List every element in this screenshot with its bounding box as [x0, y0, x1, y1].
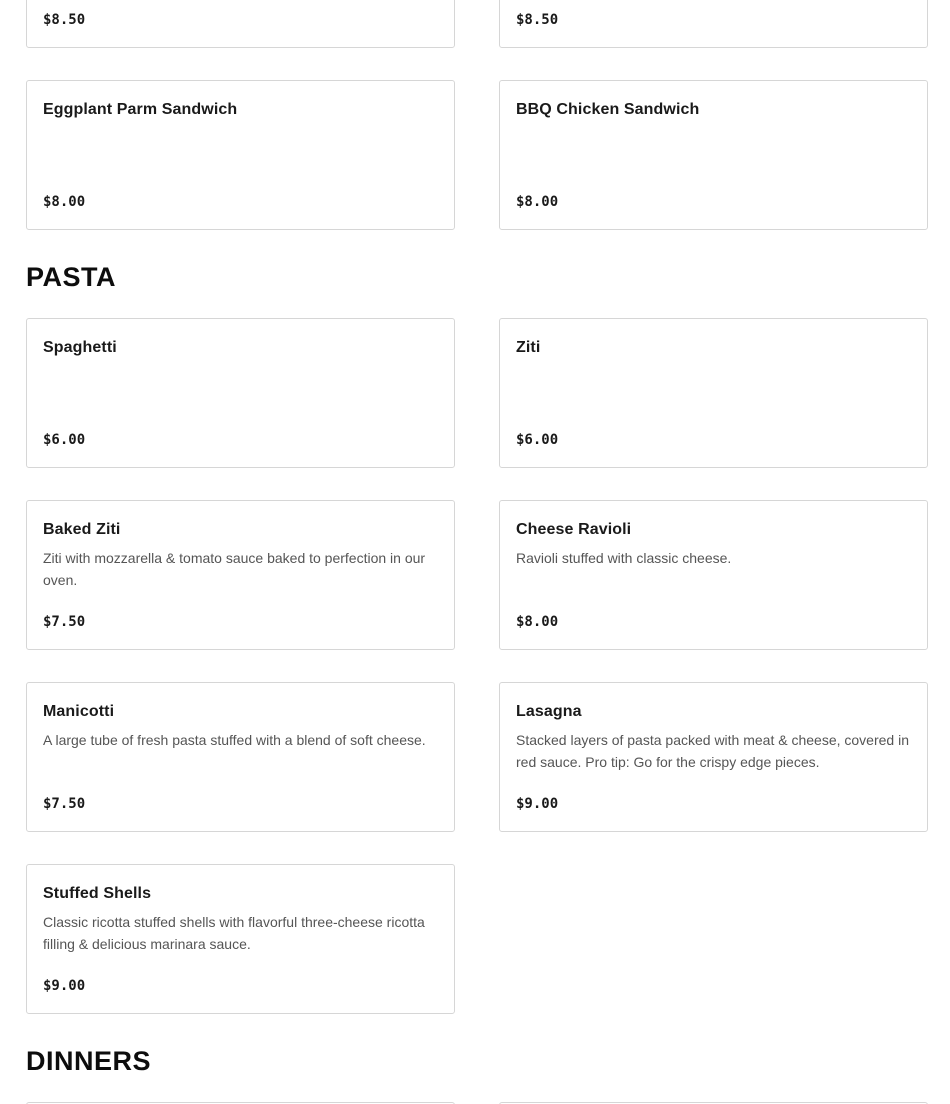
menu-item-card[interactable]: [26, 0, 455, 48]
menu-item-card[interactable]: [26, 80, 455, 230]
item-name: Lasagna: [516, 703, 582, 720]
section-title-pasta: PASTA: [26, 262, 116, 292]
menu-item-card[interactable]: [26, 864, 455, 1014]
item-price: $7.50: [43, 796, 86, 812]
item-description: Ravioli stuffed with classic cheese.: [516, 550, 732, 566]
menu-item-card[interactable]: [26, 318, 455, 468]
menu-item-card[interactable]: [26, 500, 455, 650]
item-price: $9.00: [516, 796, 559, 812]
item-name: Stuffed Shells: [43, 885, 152, 902]
menu-item-card[interactable]: [499, 318, 928, 468]
menu-item-card[interactable]: [499, 0, 928, 48]
item-price: $8.00: [516, 194, 559, 210]
section-title-dinners: DINNERS: [26, 1046, 152, 1076]
menu-item-card[interactable]: [499, 682, 928, 832]
menu-item-card[interactable]: [499, 500, 928, 650]
item-name: Ziti: [516, 339, 541, 356]
item-price: $7.50: [43, 614, 86, 630]
item-description: A large tube of fresh pasta stuffed with a blend of soft cheese.: [43, 732, 426, 748]
item-description: Ziti with mozzarella & tomato sauce baked to perfection in our oven.: [43, 550, 426, 588]
menu-item-card[interactable]: [26, 682, 455, 832]
item-name: Eggplant Parm Sandwich: [43, 101, 238, 118]
item-price: $8.50: [43, 12, 86, 28]
item-name: Manicotti: [43, 703, 115, 720]
item-price: $8.00: [516, 614, 559, 630]
item-price: $8.50: [516, 12, 559, 28]
item-price: $9.00: [43, 978, 86, 994]
item-name: Baked Ziti: [43, 521, 121, 538]
item-name: Cheese Ravioli: [516, 521, 632, 538]
item-description: Stacked layers of pasta packed with meat & cheese, covered in red sauce. Pro tip: Go for the crispy edge pieces.: [516, 732, 909, 770]
item-price: $6.00: [516, 432, 559, 448]
item-name: Spaghetti: [43, 339, 117, 356]
menu-item-card[interactable]: [499, 80, 928, 230]
item-price: $6.00: [43, 432, 86, 448]
item-price: $8.00: [43, 194, 86, 210]
item-description: Classic ricotta stuffed shells with flavorful three-cheese ricotta filling & delicious marinara sauce.: [43, 914, 425, 952]
item-name: BBQ Chicken Sandwich: [516, 101, 700, 118]
